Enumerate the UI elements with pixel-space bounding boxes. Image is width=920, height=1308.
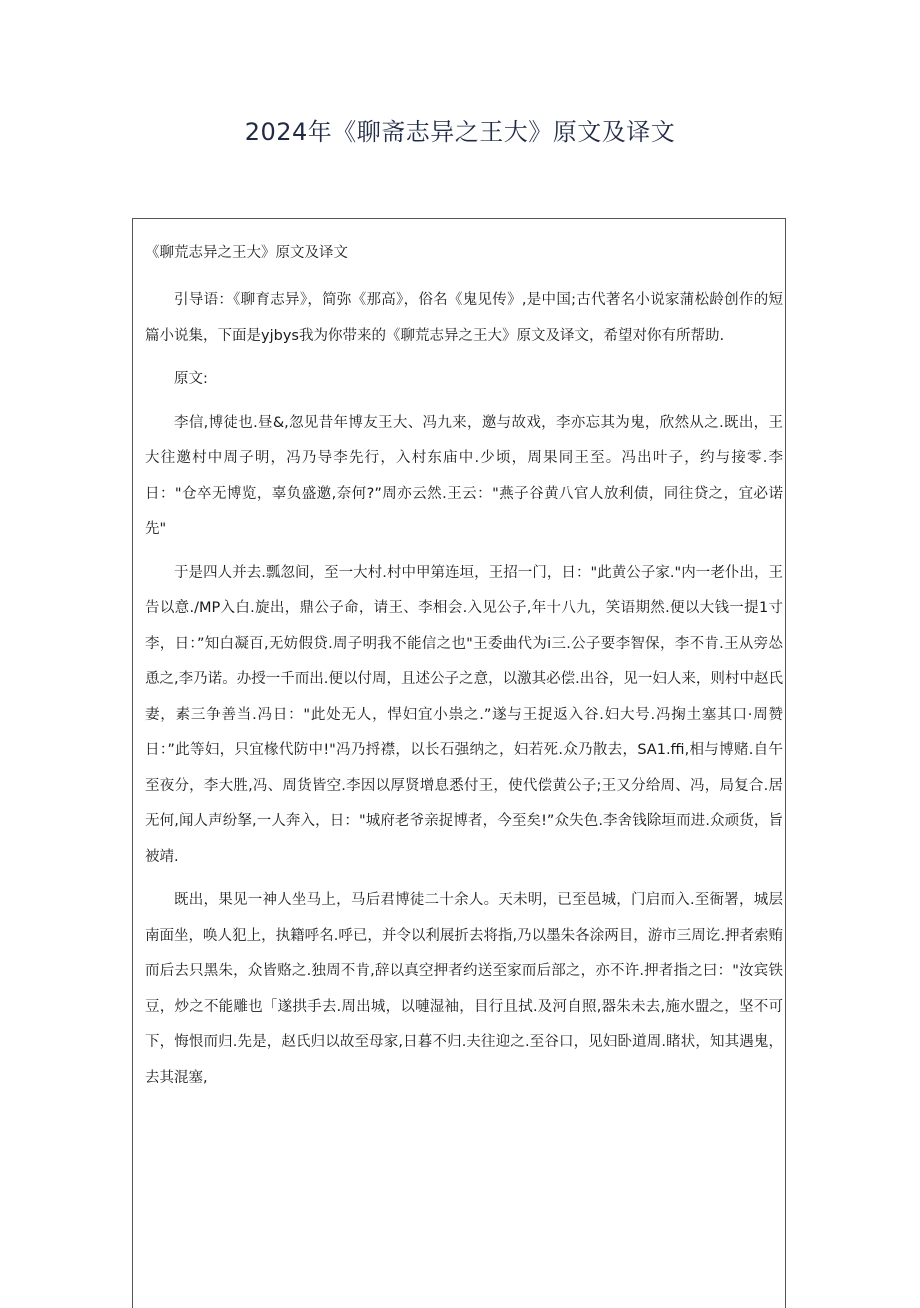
paragraph-original-heading: 原文: (174, 371, 208, 387)
paragraph-intro: 引导语：《聊育志异》，简弥《那高》，俗名《鬼见传》,是中国;古代著名小说家蒲松龄创作的短篇小说集，下面是yjbys我为你带来的《聊荒志异之王大》原文及译文，希望对你有所帮助. (145, 292, 783, 344)
document-subtitle: 《聊荒志异之王大》原文及译文 (145, 245, 348, 261)
paragraph-text-1: 李信,博徒也.昼&,忽见昔年博友王大、冯九来，邀与故戏，李亦忘其为鬼，欣然从之.既出，王大往邀村中周子明，冯乃导李先行，入村东庙中.少顷，周果同王至。冯出叶子，约与接零.李日："仓卒无博览，辜负盛邀,奈何?”周亦云然.王云："燕子谷黄八官人放利债，同往贷之，宜必诺先" (145, 414, 783, 537)
document-body (132, 218, 786, 1308)
paragraph-text-2: 于是四人并去.瓢忽间，至一大村.村中甲第连垣，王招一门，日："此黄公子家."内一老仆出，王告以意./MP入白.旋出，鼎公子命，请王、李相会.入见公子,年十八九，笑语期然.便以大钱一提1寸李，日：”知白凝百,无妨假贷.周子明我不能信之也"王委曲代为i三.公子要李智保，李不肯.王从旁怂恿之,李乃诺。办授一千而出.便以付周，且述公子之意，以激其必偿.出谷，见一妇人来，则村中赵氏妻，素三争善当.冯日："此处无人，悍妇宜小祟之.”遂与王捉返入谷.妇大号.冯掬土塞其口·周赞日：”此等妇，只宜椽代防中!"冯乃捋襟，以长石强纳之，妇若死.众乃散去，SA1.ffi,相与博赌.自午至夜分，李大胜,冯、周货皆空.李因以厚贤增息悉付王，使代偿黄公子;王又分给周、冯，局复合.居无何,闻人声纷拏,一人奔入，日："城府老爷亲捉博者，今至矣!”众失色.李舍钱除垣而进.众顽货，旨被靖. (145, 564, 783, 865)
page-title: 2024年《聊斋志异之王大》原文及译文 (244, 118, 676, 146)
paragraph-text-3: 既出，果见一神人坐马上，马后君博徒二十余人。天未明，已至邑城，门启而入.至衙署，城层南面坐，唤人犯上，执籍呼名.呼已，并令以利展折去将指,乃以墨朱各涂两目，游市三周讫.押者索贿而后去只黑朱，众皆赂之.独周不肯,辞以真空押者约送至家而后部之，亦不许.押者指之曰："汝宾铁豆，炒之不能雕也「遂拱手去.周出城，以嗹湿袖，目行且拭.及河自照,器朱未去,施水盟之，坚不可下，悔恨而归.先是，赵氏归以故至母家,日暮不归.夫往迎之.至谷口，见妇卧道周.睹状，知其遇鬼，去其混塞, (145, 892, 783, 1086)
